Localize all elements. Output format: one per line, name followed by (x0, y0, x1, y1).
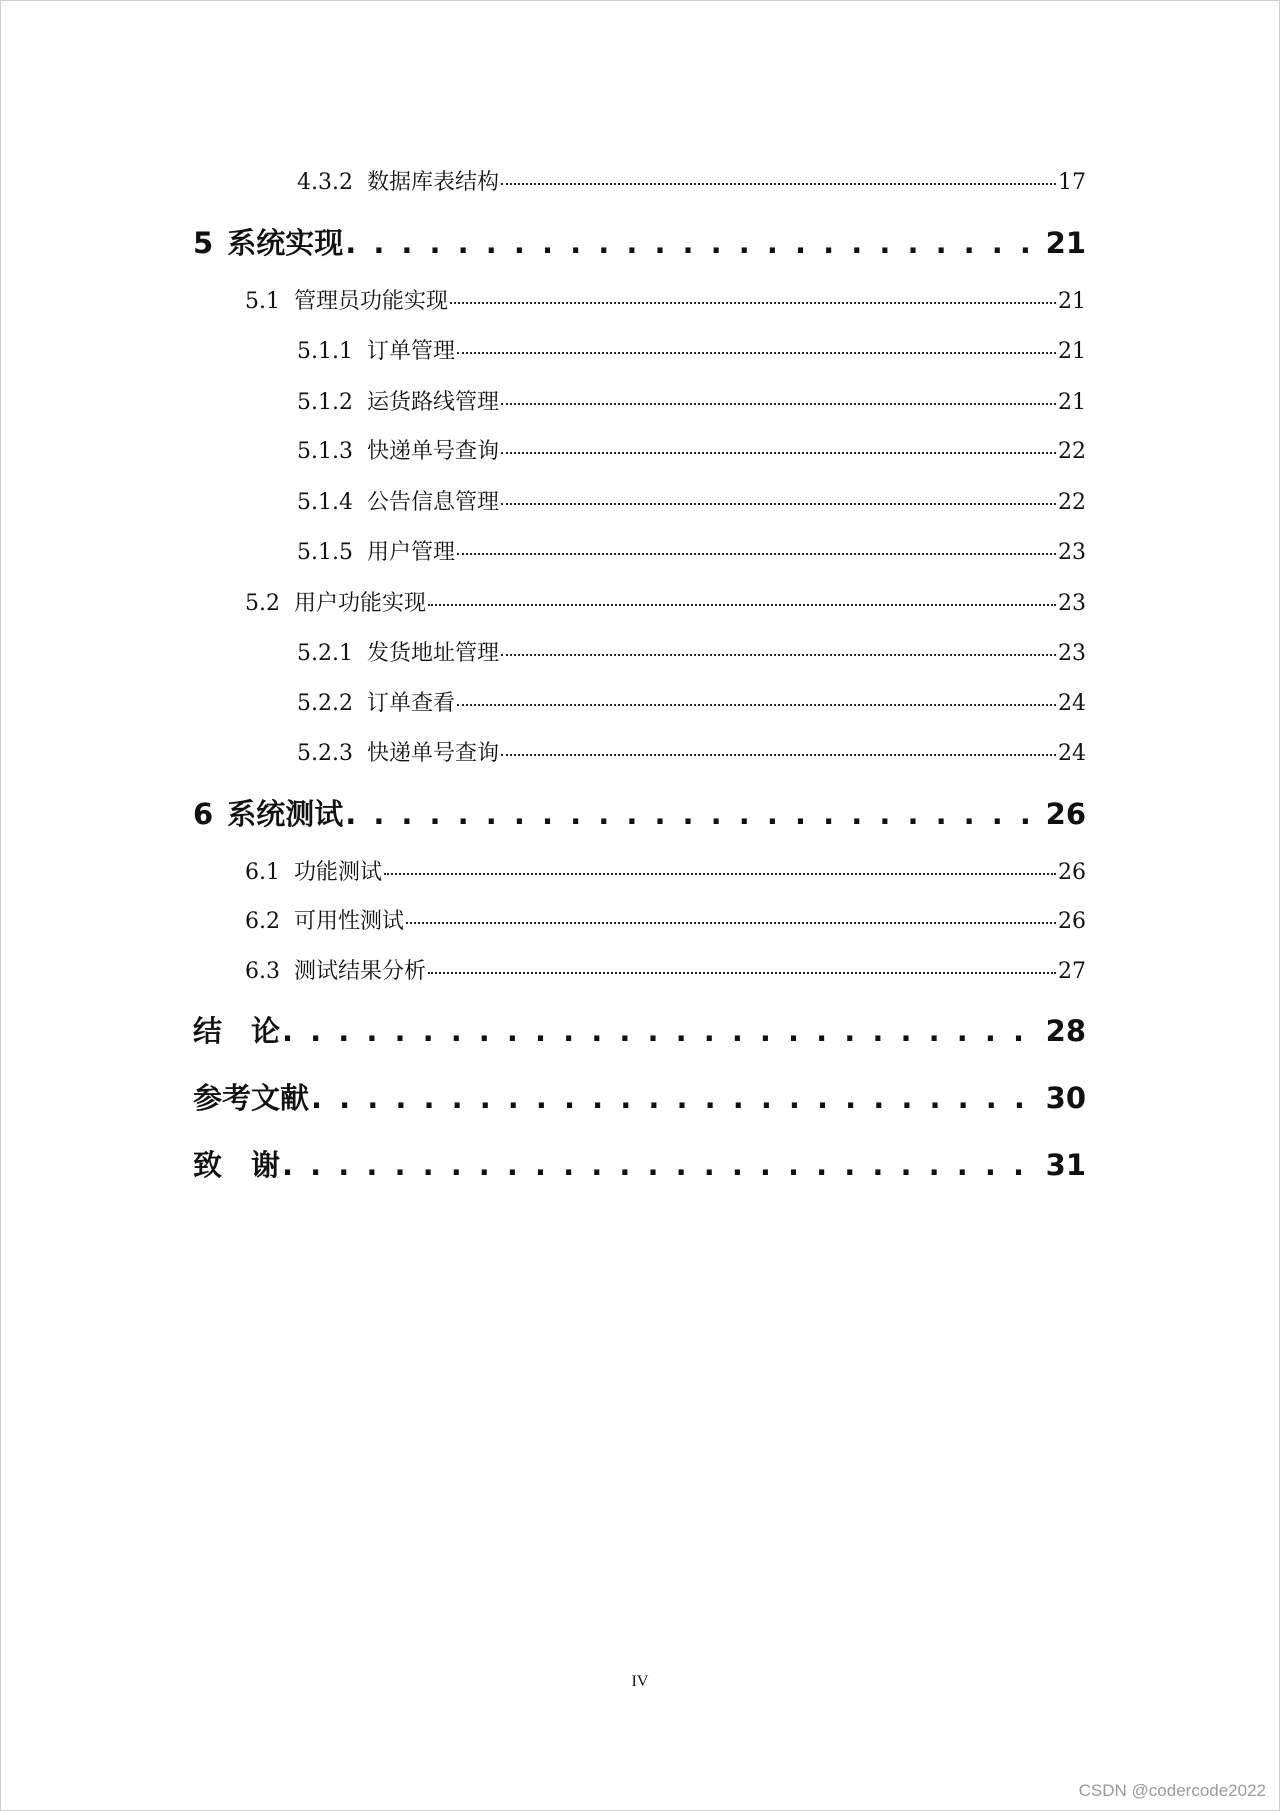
dot-leader (311, 1081, 1044, 1115)
toc-entry[interactable] (297, 434, 1086, 465)
toc-entry-page: 24 (1058, 691, 1086, 716)
toc-entry[interactable] (193, 1009, 1086, 1050)
toc-entry[interactable] (245, 284, 1086, 315)
toc-entry[interactable] (297, 334, 1086, 365)
toc-entry-title: 发货地址管理 (366, 641, 499, 666)
toc-entry[interactable] (297, 686, 1086, 717)
toc-entry[interactable] (297, 385, 1086, 416)
toc-entry[interactable] (297, 535, 1086, 566)
toc-entry-title: 订单查看 (366, 691, 455, 716)
toc-entry-number: 6.3 (245, 959, 280, 984)
toc-entry-page: 17 (1058, 170, 1086, 195)
toc-entry-page: 23 (1058, 641, 1086, 666)
toc-entry[interactable] (245, 586, 1086, 617)
toc-entry[interactable] (193, 1143, 1086, 1184)
dot-leader (282, 1014, 1044, 1048)
dot-leader (345, 226, 1043, 260)
toc-entry[interactable] (245, 904, 1086, 935)
page-number: IV (631, 1673, 649, 1690)
toc-entry-number: 4.3.2 (297, 170, 353, 195)
toc-entry-number: 5 (193, 226, 214, 260)
watermark: CSDN @codercode2022 (1078, 1781, 1266, 1800)
toc-entry-number: 5.2 (245, 591, 280, 616)
toc-entry-page: 30 (1045, 1081, 1086, 1115)
dot-leader (384, 873, 1056, 875)
toc-entry-page: 23 (1058, 540, 1086, 565)
toc-entry-page: 27 (1058, 959, 1086, 984)
dot-leader (501, 754, 1056, 756)
toc-entry-number: 5.1.4 (297, 490, 353, 515)
toc-entry-number: 5.1.3 (297, 439, 353, 464)
toc-entry-number: 5.1.2 (297, 390, 353, 415)
toc-entry[interactable] (297, 636, 1086, 667)
toc-entry-title: 测试结果分析 (294, 959, 427, 984)
toc-entry-page: 26 (1045, 797, 1086, 831)
dot-leader (501, 452, 1056, 454)
toc-entry-page: 22 (1058, 439, 1086, 464)
toc-entry-page: 26 (1058, 909, 1086, 934)
dot-leader (428, 972, 1056, 974)
toc-entry-number: 5.1.1 (297, 339, 353, 364)
dot-leader (450, 302, 1056, 304)
toc-entry-number: 5.1.5 (297, 540, 353, 565)
dot-leader (457, 704, 1056, 706)
toc-entry-number: 5.2.2 (297, 691, 353, 716)
dot-leader (457, 352, 1056, 354)
toc-entry[interactable] (193, 1076, 1086, 1117)
toc-entry-title: 可用性测试 (294, 909, 405, 934)
toc-entry-title: 结 论 (193, 1014, 281, 1048)
toc-entry-page: 21 (1058, 289, 1086, 314)
dot-leader (501, 654, 1056, 656)
toc-entry-page: 21 (1058, 390, 1086, 415)
toc-entry-title: 致 谢 (193, 1148, 281, 1182)
dot-leader (501, 403, 1056, 405)
toc-entry-page: 31 (1045, 1148, 1086, 1182)
toc-entry[interactable] (297, 485, 1086, 516)
toc-entry-page: 22 (1058, 490, 1086, 515)
toc-entry[interactable] (245, 954, 1086, 985)
toc-entry-number: 6.2 (245, 909, 280, 934)
dot-leader (406, 922, 1056, 924)
toc-entry[interactable] (245, 855, 1086, 886)
toc-entry-title: 功能测试 (294, 860, 383, 885)
toc-entry-page: 21 (1058, 339, 1086, 364)
toc-entry-number: 5.1 (245, 289, 280, 314)
toc-entry-title: 数据库表结构 (366, 170, 499, 195)
dot-leader (501, 503, 1056, 505)
toc-entry-page: 21 (1045, 226, 1086, 260)
toc-entry[interactable] (297, 736, 1086, 767)
toc-entry-title: 用户功能实现 (294, 591, 427, 616)
toc-entry[interactable] (193, 221, 1086, 262)
toc-entry[interactable] (297, 165, 1086, 196)
toc-entry-title: 公告信息管理 (366, 490, 499, 515)
toc-entry-number: 6.1 (245, 860, 280, 885)
toc-entry-page: 24 (1058, 741, 1086, 766)
toc-entry-title: 系统测试 (227, 797, 344, 831)
toc-entry-title: 快递单号查询 (366, 741, 499, 766)
toc-entry-title: 快递单号查询 (366, 439, 499, 464)
toc-entry-title: 系统实现 (227, 226, 344, 260)
toc-entry-page: 28 (1045, 1014, 1086, 1048)
dot-leader (282, 1148, 1044, 1182)
toc-entry-title: 用户管理 (366, 540, 455, 565)
toc-entry-title: 参考文献 (193, 1081, 310, 1115)
toc-entry-page: 26 (1058, 860, 1086, 885)
dot-leader (345, 797, 1043, 831)
toc-entry-number: 6 (193, 797, 214, 831)
toc-entry-title: 运货路线管理 (366, 390, 499, 415)
toc-entry-title: 管理员功能实现 (294, 289, 449, 314)
toc-entry-number: 5.2.1 (297, 641, 353, 666)
toc-entry-number: 5.2.3 (297, 741, 353, 766)
toc-entry-page: 23 (1058, 591, 1086, 616)
dot-leader (457, 553, 1056, 555)
dot-leader (428, 604, 1056, 606)
toc-entry[interactable] (193, 792, 1086, 833)
toc-entry-title: 订单管理 (366, 339, 455, 364)
dot-leader (501, 183, 1056, 185)
